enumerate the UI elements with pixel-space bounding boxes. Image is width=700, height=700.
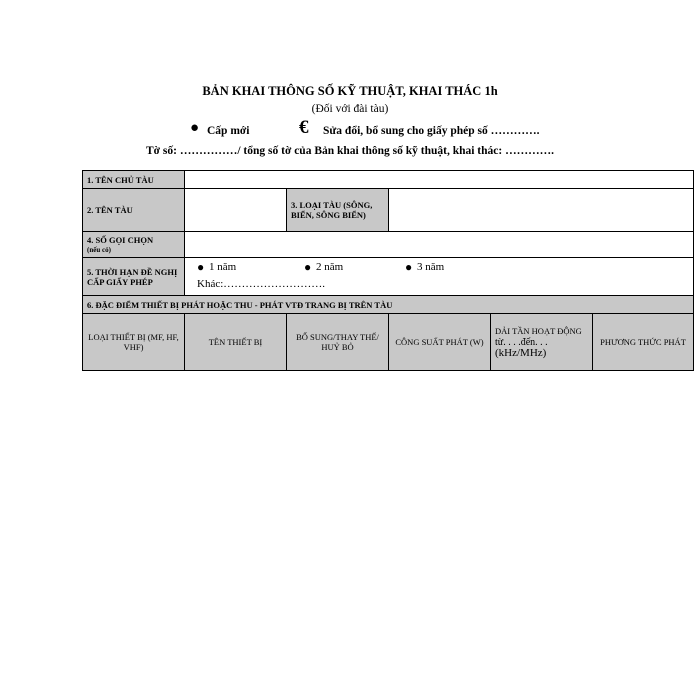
owner-field[interactable] — [185, 171, 694, 189]
form-title: BẢN KHAI THÔNG SỐ KỸ THUẬT, KHAI THÁC 1h — [202, 84, 498, 98]
owner-label: 1. TÊN CHỦ TÀU — [83, 171, 185, 189]
ship-name-field[interactable] — [185, 189, 287, 232]
request-type-line — [0, 117, 700, 141]
equipment-header-row — [83, 314, 694, 371]
period-option-1[interactable]: 1 năm — [209, 260, 237, 273]
ship-type-label: 3. LOẠI TÀU (SÔNG, BIỂN, SÔNG BIỂN) — [287, 189, 389, 232]
ship-name-label: 2. TÊN TÀU — [83, 189, 185, 232]
modify-license-option: Sửa đổi, bổ sung cho giấy phép số …………. — [323, 125, 540, 137]
col-power: CÔNG SUẤT PHÁT (W) — [389, 314, 491, 371]
modify-license-euro-icon: € — [299, 117, 309, 138]
period-label: 5. THỜI HẠN ĐỀ NGHỊ CẤP GIẤY PHÉP — [83, 258, 185, 296]
callsign-label: 4. SỐ GỌI CHỌN — [87, 234, 154, 245]
period-option-2[interactable]: 2 năm — [316, 260, 344, 273]
period-row — [83, 258, 694, 296]
col-device-name: TÊN THIẾT BỊ — [185, 314, 287, 371]
section6-header-row — [83, 296, 694, 314]
band-title: DẢI TẦN HOẠT ĐỘNG — [495, 326, 582, 336]
declaration-table — [82, 170, 694, 371]
period-options-cell — [185, 258, 694, 296]
callsign-row — [83, 232, 694, 258]
new-license-bullet-icon: ● — [190, 120, 200, 136]
callsign-label-cell — [83, 232, 185, 258]
period-1-bullet-icon: ● — [197, 259, 205, 274]
period-option-3[interactable]: 3 năm — [417, 260, 445, 273]
new-license-option: Cấp mới — [207, 125, 250, 137]
form-subtitle: (Đối với đài tàu) — [311, 103, 389, 115]
ship-row — [83, 189, 694, 232]
callsign-field[interactable] — [185, 232, 694, 258]
band-unit: (kHz/MHz) — [495, 347, 547, 359]
band-range: từ. . . .đến. . . — [495, 337, 548, 348]
col-device-type: LOẠI THIẾT BỊ (MF, HF, VHF) — [83, 314, 185, 371]
period-2-bullet-icon: ● — [304, 259, 312, 274]
owner-row — [83, 171, 694, 189]
ship-type-field[interactable] — [389, 189, 694, 232]
period-other[interactable]: Khác:………………………. — [197, 277, 326, 290]
section6-label: 6. ĐẶC ĐIỂM THIẾT BỊ PHÁT HOẶC THU - PHÁT VTĐ TRANG BỊ TRÊN TÀU — [83, 296, 694, 314]
callsign-note: (nếu có) — [87, 245, 111, 254]
col-change: BỔ SUNG/THAY THẾ/ HUỶ BỎ — [287, 314, 389, 371]
col-frequency-band — [491, 314, 593, 371]
col-mode: PHƯƠNG THỨC PHÁT — [593, 314, 694, 371]
sheet-number-line: Tờ số: ……………/ tổng số tờ của Bản khai thông số kỹ thuật, khai thác: …………. — [146, 145, 554, 157]
period-3-bullet-icon: ● — [405, 259, 413, 274]
